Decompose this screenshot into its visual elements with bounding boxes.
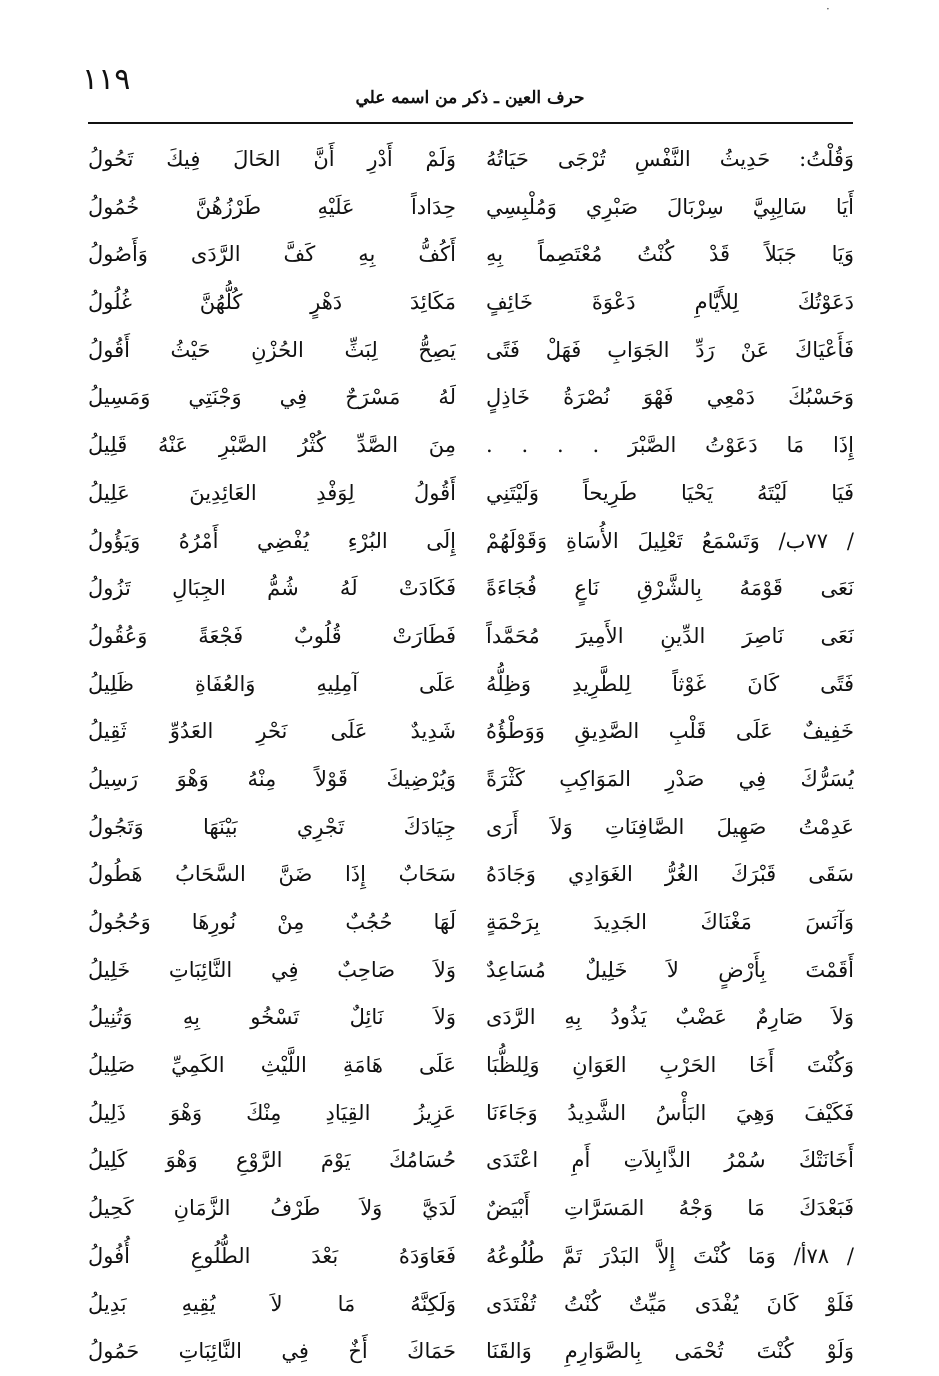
verse-first-hemistich: أَخَانَتْكَ سُمْرُ الذَّابِلاَتِ أَمِ اعْتَدَى xyxy=(486,1148,854,1173)
margin-dot: · xyxy=(826,2,830,16)
verse-second-hemistich: فَطَارَتْ قُلُوبٌ فَجْعَةً وَعُقُولُ xyxy=(88,623,456,648)
verse-second-hemistich: عَلَى هَامَةِ اللَّيْثِ الكَمِيِّ صَلِيلُ xyxy=(88,1053,456,1078)
verse-first-hemistich: أَيَا سَالِبِيَّ سِرْبَالَ صَبْرِي وَمُلْبِسِي xyxy=(486,194,854,219)
verse-first-hemistich: وَآنَسَ مَغْنَاكَ الجَدِيدَ بِرَحْمَةٍ xyxy=(486,910,854,934)
verse-first-hemistich: وَقُلْتُ: حَدِيثُ النَّفْسِ تُرْجَى حَيَاتُهُ xyxy=(486,147,854,171)
verse-first-hemistich: سَقَى قَبْرَكَ الغُرُّ الغَوَادِي وَجَادَهُ xyxy=(486,862,854,887)
first-hemistich-column xyxy=(486,136,854,1376)
verse-first-hemistich: أَقَمْتَ بِأَرْضٍ لاَ خَلِيلٌ مُسَاعِدٌ xyxy=(486,957,854,982)
verse-first-hemistich: وَحَسْبُكَ دَمْعِي فَهْوَ نُصْرَةُ خَاذِلٍ xyxy=(486,385,854,410)
verse-second-hemistich: وَلَكِنَّهُ مَا لاَ يُقِيهِ بَدِيلُ xyxy=(88,1291,456,1316)
verse-first-hemistich: فَأَعْيَاكَ عَنْ رَدِّ الجَوَابِ فَهَلْ فَتًى xyxy=(486,337,854,362)
verse-first-hemistich: يُسَرُّكَ فِي صَدْرِ المَوَاكِبِ كَثْرَةً xyxy=(486,766,854,791)
verse-first-hemistich: خَفِيفٌ عَلَى قَلْبِ الصَّدِيقِ وَوَطْؤُهُ xyxy=(486,719,854,744)
verse-first-hemistich: إِذَا مَا دَعَوْتُ الصَّبْرَ . . . . xyxy=(486,433,854,458)
verse-second-hemistich: حِدَاداً عَلَيْهِ طَرْزُهُنَّ خُمُولُ xyxy=(88,194,456,219)
verse-second-hemistich: عَلَى آمِلِيهِ وَالعُفَاةِ ظَلِيلُ xyxy=(88,671,456,696)
verse-second-hemistich: أَقُولُ لِوَفْدِ العَائِدِينَ عَلِيلُ xyxy=(88,480,456,505)
page-number: ١١٩ xyxy=(82,62,131,97)
verse-first-hemistich: / ٧٧ب/ وَتَسْمَعُ تَعْلِيلَ الأُسَاةِ وَقَوْلَهُمْ xyxy=(486,528,854,553)
verse-second-hemistich: شَدِيدٌ عَلَى نَحْرِ العَدُوِّ ثَقِيلُ xyxy=(88,719,456,744)
verse-second-hemistich: أَكُفُّ بِهِ كَفَّ الرَّدَى وَأَصُولُ xyxy=(88,242,456,267)
verse-second-hemistich: مَكَائِدَ دَهْرٍ كُلُّهُنَّ غُلُولُ xyxy=(88,290,456,315)
verse-second-hemistich: حُسَامُكَ يَوْمَ الرَّوْعِ وَهْوَ كَلِيلُ xyxy=(88,1148,456,1173)
verse-first-hemistich: نَعَى نَاصِرَ الدِّينِ الأَمِيرَ مُحَمَّداً xyxy=(486,623,854,648)
verse-second-hemistich: يَصِحُّ لِبَثِّ الحُزْنِ حَيْثُ أَقُولُ xyxy=(88,337,456,362)
verse-second-hemistich: مِنَ الصَّدِّ كُثْرُ الصَّبْرِ عَنْهُ قَلِيلُ xyxy=(88,433,456,458)
verse-first-hemistich: وَيَا جَبَلاً قَدْ كُنْتُ مُعْتَصِماً بِهِ xyxy=(486,242,854,267)
verse-second-hemistich: حَمَاكَ أَخٌ فِي النَّائِبَاتِ حَمُولُ xyxy=(88,1339,456,1364)
verse-first-hemistich: نَعَى قَوْمَهُ بِالشَّرْقِ نَاعٍ فُجَاءَةً xyxy=(486,576,854,601)
verse-first-hemistich: فَيَا لَيْتَهُ يَحْيَا طَرِيحاً وَلَيْتَنِي xyxy=(486,480,854,505)
verse-second-hemistich: وَلاَ صَاحِبٌ فِي النَّائِبَاتِ خَلِيلُ xyxy=(88,957,456,982)
verse-second-hemistich: لَهُ مَسْرَحٌ فِي وَجْنَتِي وَمَسِيلُ xyxy=(88,385,456,410)
verse-first-hemistich: وَكُنْتَ أَخَا الحَرْبِ العَوَانِ وَلِلظُّبَا xyxy=(486,1053,854,1078)
verse-second-hemistich: لَهَا حُجُبٌ مِنْ نُورِهَا وَحُجُولُ xyxy=(88,910,456,934)
verse-second-hemistich: وَلَمْ أَدْرِ أَنَّ الحَالَ فِيكَ تَحُولُ xyxy=(88,147,456,171)
verse-second-hemistich: وَلاَ نَائِلٌ تَسْخُو بِهِ وَتُنِيلُ xyxy=(88,1005,456,1030)
verse-first-hemistich: دَعَوْتُكَ لِلأَيَّامِ دَعْوَةَ خَائِفٍ xyxy=(486,290,854,315)
header-rule xyxy=(88,122,853,124)
verse-second-hemistich: فَكَادَتْ لَهُ شُمُّ الجِبَالِ تَزُولُ xyxy=(88,576,456,601)
verse-first-hemistich: فَتًى كَانَ غَوْثاً لِلطَّرِيدِ وَظِلُّهُ xyxy=(486,671,854,696)
verse-second-hemistich: عَزِيزُ القِيَادِ مِنْكَ وَهْوَ ذَلِيلُ xyxy=(88,1100,456,1125)
running-title: حرف العين ـ ذكر من اسمه علي xyxy=(355,88,585,108)
verse-first-hemistich: فَبَعْدَكَ مَا وَجْهُ المَسَرَّاتِ أَبْيَضٌ xyxy=(486,1196,854,1221)
second-hemistich-column xyxy=(88,136,456,1376)
verse-first-hemistich: فَكَيْفَ وَهِيَ البَأْسُ الشَّدِيدُ وَجَاءَنَا xyxy=(486,1100,854,1125)
verse-second-hemistich: فَعَاوَدَهُ بَعْدَ الطُّلُوعِ أُفُولُ xyxy=(88,1243,456,1268)
verse-second-hemistich: وَيُرْضِيكَ قَوْلاً مِنْهُ وَهْوَ رَسِيلُ xyxy=(88,766,456,791)
verse-first-hemistich: وَلَوْ كُنْتَ تُحْمَى بِالصَّوَارِمِ وَالقَنَا xyxy=(486,1339,854,1364)
verse-first-hemistich: فَلَوْ كَانَ يُفْدَى مَيِّتٌ كُنْتُ تُفْتَدَى xyxy=(486,1291,854,1316)
verse-second-hemistich: سَحَابٌ إِذَا ضَنَّ السَّحَابُ هَطُولُ xyxy=(88,862,456,887)
verse-first-hemistich: / ٧٨أ/ وَمَا كُنْتَ إِلاَّ البَدْرَ تَمَّ طُلُوعُهُ xyxy=(486,1243,854,1268)
verse-second-hemistich: إِلَى البُرْءِ يُفْضِي أَمْرُهُ وَيَؤُولُ xyxy=(88,528,456,553)
verse-second-hemistich: جِيَادَكَ تَجْرِي بَيْنَهَا وَتَجُولُ xyxy=(88,814,456,839)
verse-first-hemistich: عَدِمْتُ صَهِيلَ الصَّافِنَاتِ وَلاَ أَرَى xyxy=(486,814,854,839)
verse-second-hemistich: لَدَيَّ وَلاَ طَرْفُ الزَّمَانِ كَحِيلُ xyxy=(88,1196,456,1221)
verse-first-hemistich: وَلاَ صَارِمٌ عَضْبٌ يَذُودُ بِهِ الرَّدَى xyxy=(486,1005,854,1030)
